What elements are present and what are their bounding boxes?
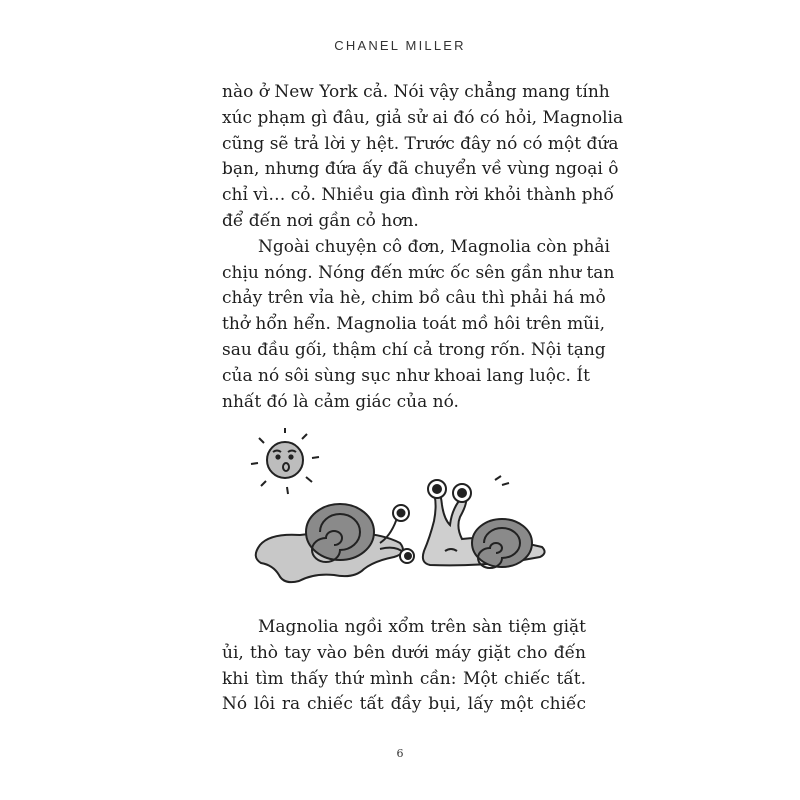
text-line: cũng sẽ trả lời y hệt. Trước đây nó có một đứa xyxy=(222,133,619,154)
text-line: khi tìm thấy thứ mình cần: Một chiếc tất. xyxy=(222,668,586,689)
text-line: chảy trên vỉa hè, chim bồ câu thì phải há mỏ xyxy=(222,288,606,309)
text-line: ủi, thò tay vào bên dưới máy giặt cho đến xyxy=(222,642,586,663)
text-line: chịu nóng. Nóng đến mức ốc sên gần như tan xyxy=(222,262,615,283)
text-line: Nó lôi ra chiếc tất đầy bụi, lấy một chiếc xyxy=(222,694,586,715)
text-line: nào ở New York cả. Nói vậy chẳng mang tính xyxy=(222,82,610,102)
text-line: của nó sôi sùng sục như khoai lang luộc. Ít xyxy=(222,365,590,386)
text-block-bottom xyxy=(222,615,586,718)
standing-snail-drawing xyxy=(423,476,545,568)
text-line: Ngoài chuyện cô đơn, Magnolia còn phải xyxy=(258,236,610,257)
text-line: để đến nơi gần cỏ hơn. xyxy=(222,210,419,231)
text-block-top xyxy=(222,80,624,415)
running-header-author: CHANEL MILLER xyxy=(334,38,466,53)
sun-drawing xyxy=(251,428,319,494)
text-line: bạn, nhưng đứa ấy đã chuyển về vùng ngoại ô xyxy=(222,159,619,180)
text-line: Magnolia ngồi xổm trên sàn tiệm giặt xyxy=(258,617,586,637)
text-line: thở hổn hển. Magnolia toát mồ hôi trên mũi, xyxy=(222,314,605,335)
text-line: nhất đó là cảm giác của nó. xyxy=(222,391,459,412)
text-line: sau đầu gối, thậm chí cả trong rốn. Nội tạng xyxy=(222,339,606,360)
text-line: xúc phạm gì đâu, giả sử ai đó có hỏi, Magnolia xyxy=(222,107,624,128)
melting-snail-drawing xyxy=(256,504,414,582)
text-line: chỉ vì… cỏ. Nhiều gia đình rời khỏi thành phố xyxy=(222,185,614,206)
snail-illustration xyxy=(240,425,570,605)
page-number: 6 xyxy=(396,747,404,760)
